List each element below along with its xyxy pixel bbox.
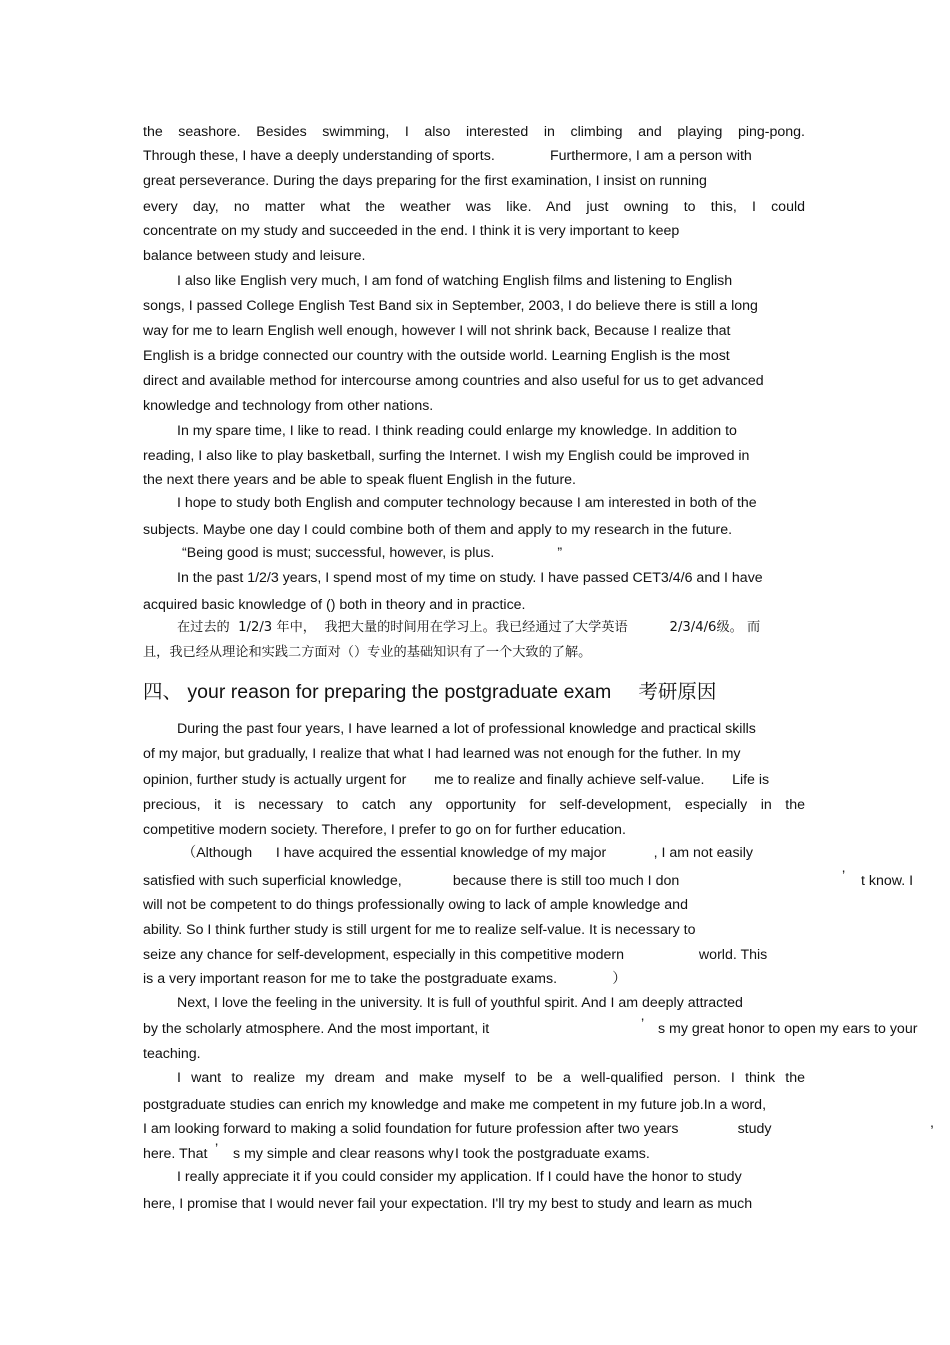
text-line: subjects. Maybe one day I could combine both of them and apply to my research in the future.: [143, 522, 733, 538]
text-line: teaching.: [143, 1046, 201, 1062]
text-line: acquired basic knowledge of () both in theory and in practice.: [143, 597, 526, 613]
text-line: here. That: [143, 1146, 208, 1162]
chinese-text-line: 且，我已经从理论和实践二方面对（）专业的基础知识有了一个大致的了解。: [143, 645, 592, 660]
text-line: balance between study and leisure.: [143, 248, 366, 264]
text-line: concentrate on my study and succeeded in the end. I think it is very important to keep: [143, 223, 680, 239]
stray-comma: ,: [930, 1115, 934, 1131]
text-line: postgraduate studies can enrich my knowledge and make me competent in my future job.In a word,: [143, 1097, 767, 1113]
text-line: great perseverance. During the days preparing for the first examination, I insist on running: [143, 173, 707, 189]
text-line: English is a bridge connected our country with the outside world. Learning English is the most: [143, 348, 730, 364]
paragraph-first-line: During the past four years, I have learned a lot of professional knowledge and practical skills: [177, 721, 756, 737]
text-line: is a very important reason for me to take the postgraduate exams. ）: [143, 971, 627, 987]
text-line: knowledge and technology from other nations.: [143, 398, 434, 414]
text-line: of my major, but gradually, I realize that what I had learned was not enough for the futher. In my: [143, 746, 741, 762]
text-line: every day, no matter what the weather was like. And just owning to this, I could: [143, 199, 805, 215]
paragraph-first-line: I hope to study both English and computer technology because I am interested in both of the: [177, 495, 757, 511]
paragraph-first-line: I also like English very much, I am fond of watching English films and listening to English: [177, 273, 733, 289]
text-line: the next there years and be able to speak fluent English in the future.: [143, 472, 577, 488]
stray-apostrophe: ’: [641, 1016, 645, 1032]
text-line: seize any chance for self-development, especially in this competitive modern world. This: [143, 947, 768, 963]
text-line: precious, it is necessary to catch any opportunity for self-development, especially in the: [143, 797, 805, 813]
text-line: competitive modern society. Therefore, I prefer to go on for further education.: [143, 822, 626, 838]
text-line: Through these, I have a deeply understanding of sports. Furthermore, I am a person with: [143, 148, 752, 164]
text-line: satisfied with such superficial knowledge, because there is still too much I don: [143, 873, 680, 889]
text-line: ability. So I think further study is still urgent for me to realize self-value. It is necessary to: [143, 922, 696, 938]
text-line-fragment: s my simple and clear reasons why: [233, 1146, 454, 1162]
stray-apostrophe: ’: [842, 868, 846, 884]
text-line: I am looking forward to making a solid foundation for future profession after two years study: [143, 1121, 772, 1137]
text-line: here, I promise that I would never fail your expectation. I'll try my best to study and learn as much: [143, 1196, 753, 1212]
text-line: songs, I passed College English Test Band six in September, 2003, I do believe there is still a long: [143, 298, 758, 314]
paragraph-first-line: In the past 1/2/3 years, I spend most of my time on study. I have passed CET3/4/6 and I have: [177, 570, 763, 586]
text-line: reading, I also like to play basketball, surfing the Internet. I wish my English could be improved in: [143, 448, 750, 464]
text-line-fragment: s my great honor to open my ears to your: [658, 1021, 918, 1037]
text-line: way for me to learn English well enough, however I will not shrink back, Because I realize that: [143, 323, 731, 339]
paragraph-first-line: （Although I have acquired the essential knowledge of my major , I am not easily: [182, 845, 753, 861]
text-line-fragment: t know. I: [861, 873, 914, 889]
paragraph-first-line: I want to realize my dream and make myself to be a well-qualified person. I think the: [177, 1070, 805, 1086]
text-line: by the scholarly atmosphere. And the most important, it: [143, 1021, 490, 1037]
text-line: will not be competent to do things professionally owing to lack of ample knowledge and: [143, 897, 688, 913]
stray-apostrophe: ’: [215, 1141, 219, 1157]
section-heading: 四、 your reason for preparing the postgraduate exam 考研原因: [143, 681, 717, 703]
text-line: direct and available method for intercourse among countries and also useful for us to get advanced: [143, 373, 764, 389]
text-line: the seashore. Besides swimming, I also interested in climbing and playing ping-pong.: [143, 124, 805, 140]
chinese-text-line: 在过去的 1/2/3 年中， 我把大量的时间用在学习上。我已经通过了大学英语 2/3/4/6级。 而: [177, 620, 761, 635]
paragraph-first-line: I really appreciate it if you could consider my application. If I could have the honor to study: [177, 1169, 742, 1185]
paragraph-first-line: Next, I love the feeling in the university. It is full of youthful spirit. And I am deeply attracted: [177, 995, 743, 1011]
text-line-fragment: I took the postgraduate exams.: [455, 1146, 650, 1162]
text-line: opinion, further study is actually urgent for me to realize and finally achieve self-value. Life is: [143, 772, 770, 788]
paragraph-first-line: In my spare time, I like to read. I think reading could enlarge my knowledge. In addition to: [177, 423, 737, 439]
quote-line: “Being good is must; successful, however, is plus. ”: [182, 545, 563, 561]
